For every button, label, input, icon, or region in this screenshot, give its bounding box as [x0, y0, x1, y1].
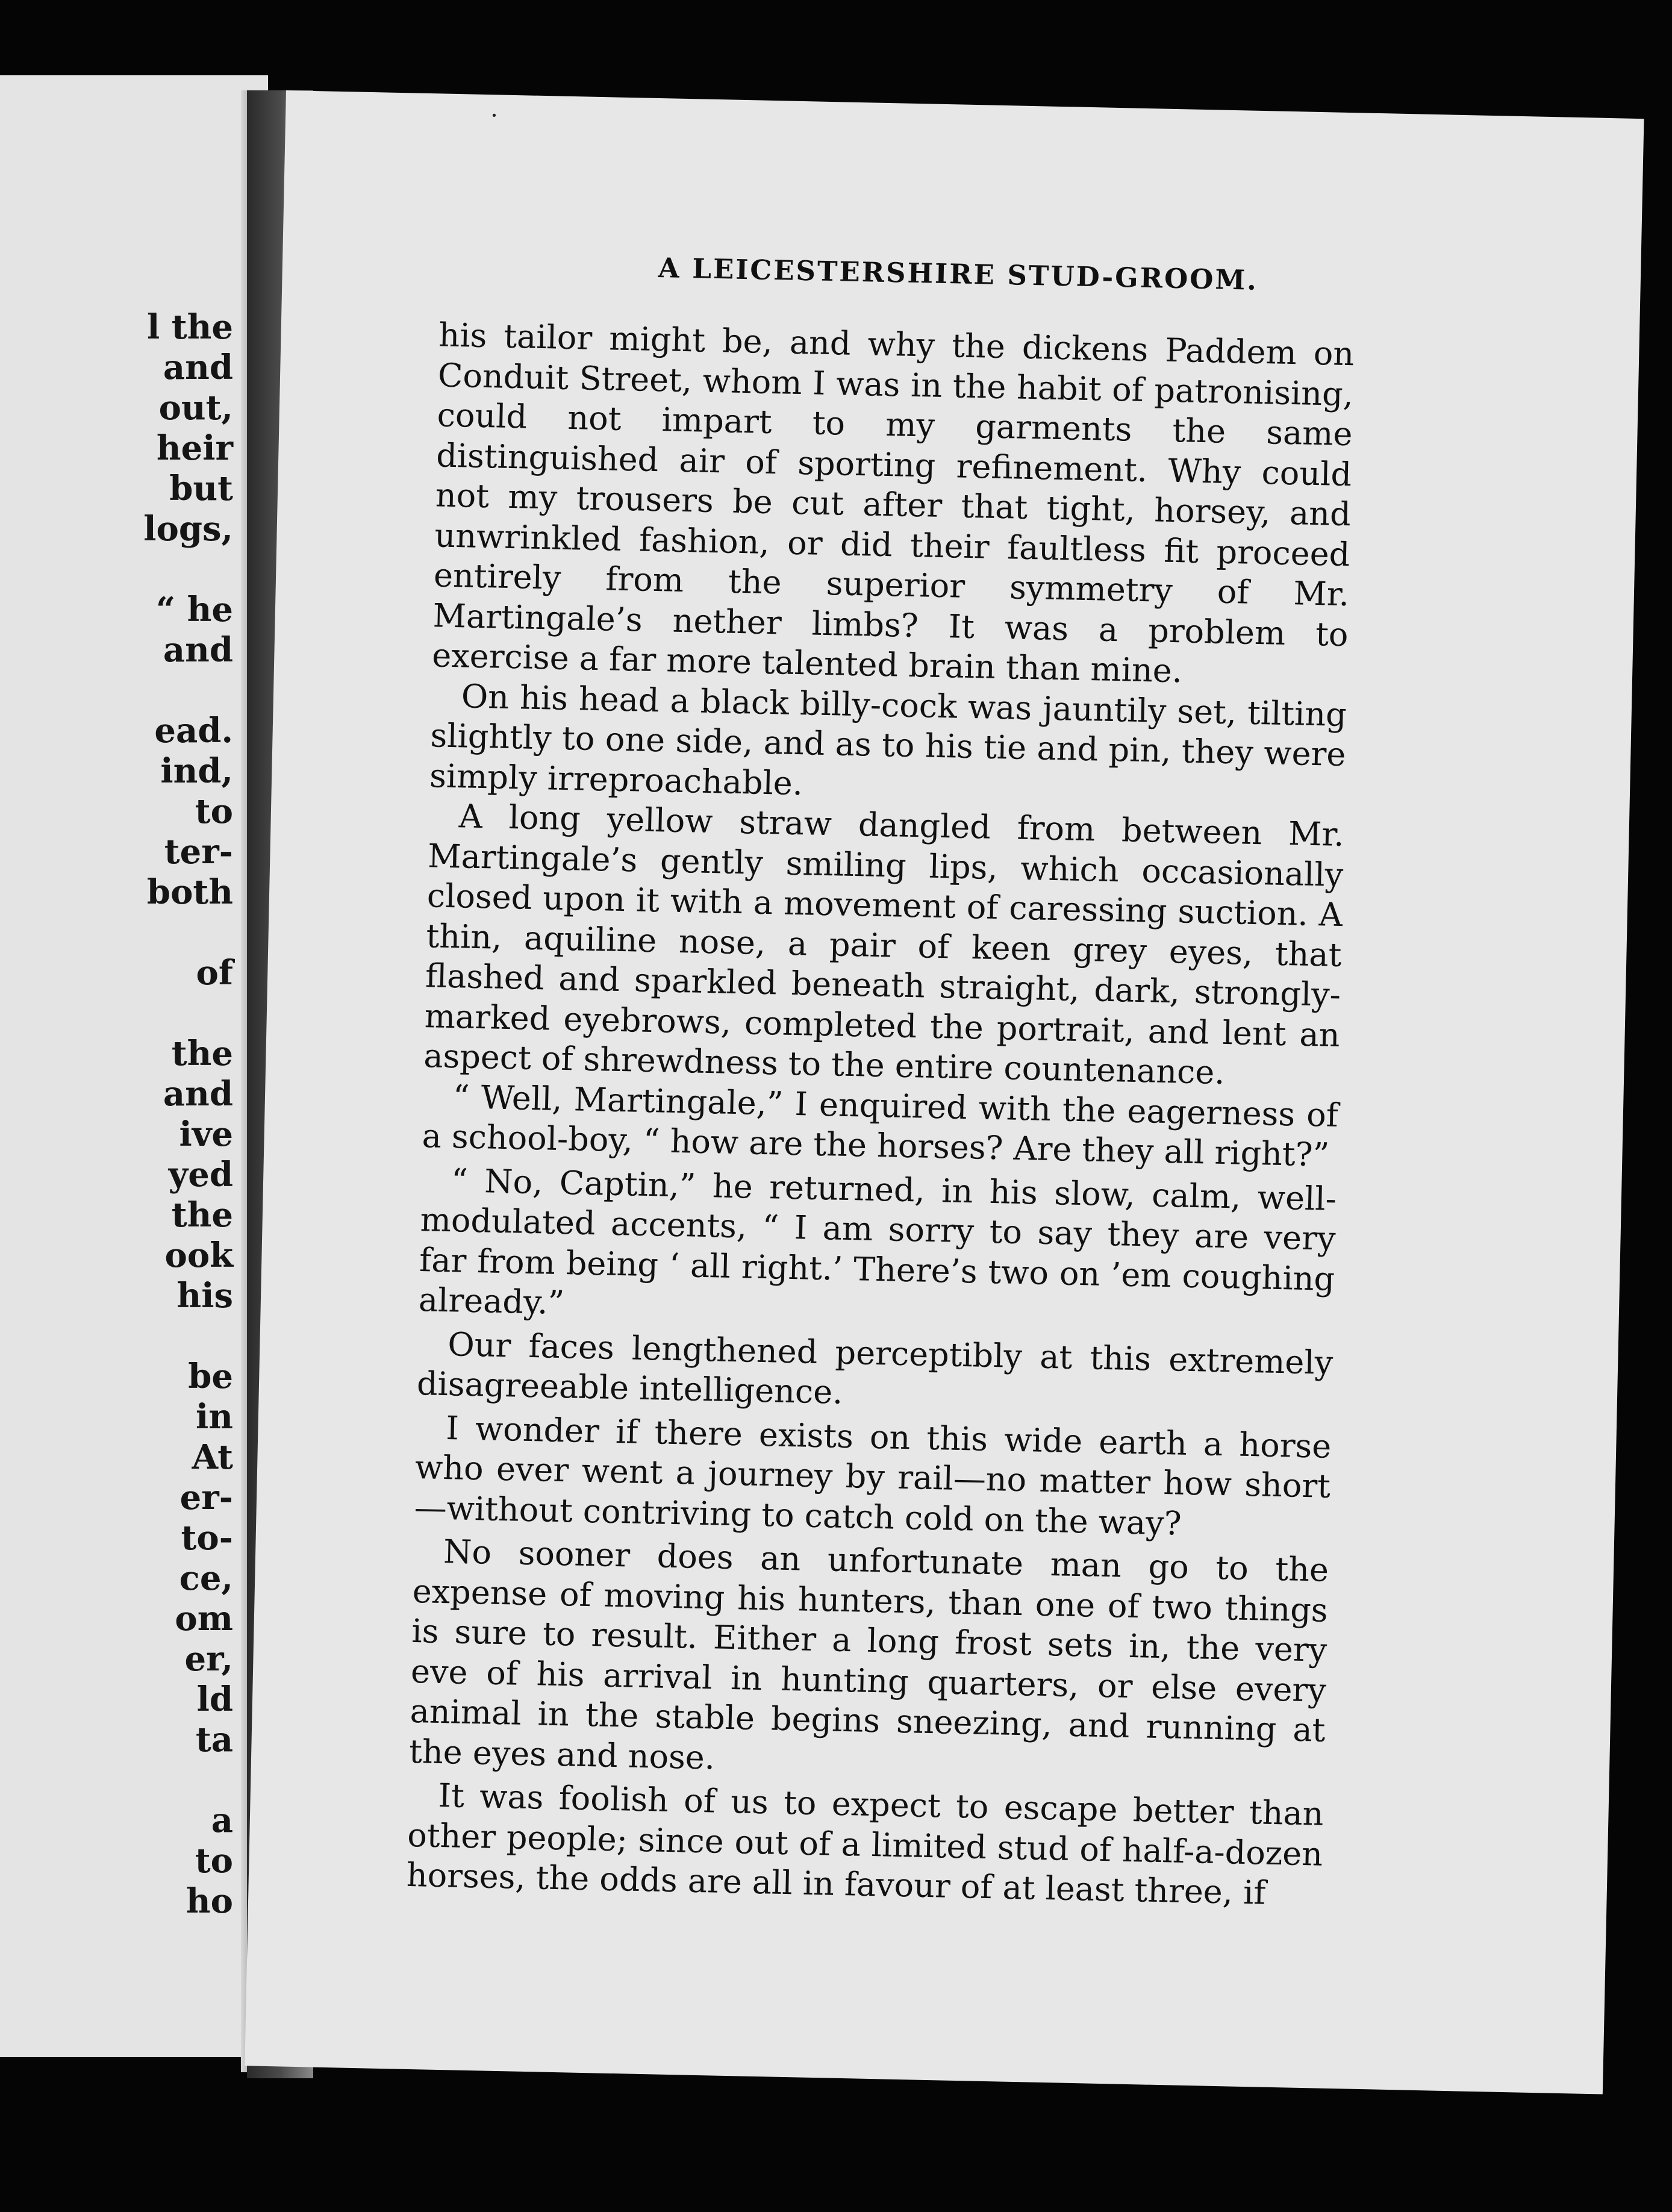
previous-page-line-fragment: ead. [154, 711, 233, 751]
previous-page-line-fragment: l the [147, 307, 233, 347]
previous-page-line-fragment: yed [168, 1155, 233, 1195]
previous-page-line-fragment: of [196, 953, 233, 993]
previous-page-line-fragment: ta [195, 1720, 233, 1760]
running-head: A LEICESTERSHIRE STUD-GROOM. [658, 252, 1259, 296]
paragraph: his tailor might be, and why the dickens Paddem on Conduit Street, whom I was in the habit of patronising, could not impart to my garments the same distinguished air of sporting refinement. Why could not my trousers be cut after that tight, horsey, and unwrinkled fashion, or did their faultless fit proceed entirely from the superior symmetry of Mr. Martingale’s nether limbs? It was a problem to exercise a far more talented brain than mine. [431, 316, 1355, 690]
previous-page-line-fragment: ld [196, 1679, 233, 1719]
previous-page-line-fragment: both [146, 872, 233, 912]
previous-page-line-fragment: a [211, 1801, 233, 1840]
previous-page-line-fragment: in [196, 1397, 233, 1437]
book-page [245, 90, 1644, 2095]
previous-page-line-fragment: but [169, 469, 233, 508]
previous-page-line-fragment [143, 993, 233, 1034]
previous-page-line-fragment [143, 1760, 233, 1801]
previous-page-text-fragments [143, 307, 233, 1922]
previous-page-line-fragment: ter- [164, 832, 233, 872]
previous-page-line-fragment: the [171, 1034, 233, 1073]
paragraph: It was foolish of us to expect to escape better than other people; since out of a limited stud of half-a-dozen horses, the odds are all in favour of at least three, if [406, 1776, 1324, 1912]
previous-page-line-fragment: ive [179, 1114, 233, 1154]
paragraph: “ Well, Martingale,” I enquired with the eagerness of a school-boy, “ how are the horses? Are they all right?” [422, 1077, 1339, 1174]
previous-page-line-fragment: logs, [143, 509, 233, 549]
previous-page [0, 75, 268, 2057]
previous-page-line-fragment: his [176, 1276, 233, 1316]
page-text-block [406, 247, 1356, 1914]
previous-page-line-fragment: ind, [160, 751, 233, 791]
previous-page-line-fragment: out, [158, 388, 233, 428]
previous-page-line-fragment: and [163, 630, 233, 670]
previous-page-line-fragment: ho [186, 1881, 233, 1921]
paragraph: On his head a black billy-cock was jauntily set, tilting slightly to one side, and as to his tie and pin, they were simply irreproachable. [429, 676, 1347, 802]
previous-page-line-fragment: the [171, 1195, 233, 1235]
paragraph: Our faces lengthened perceptibly at this extremely disagreeable intelligence. [416, 1325, 1334, 1411]
previous-page-line-fragment: and [163, 1074, 233, 1114]
previous-page-line-fragment: to- [181, 1518, 233, 1558]
previous-page-line-fragment: to [195, 792, 233, 831]
previous-page-line-fragment: er- [179, 1478, 233, 1517]
paragraph: I wonder if there exists on this wide earth a horse who ever went a journey by rail—no matter how short —without contriving to catch cold on the way? [414, 1408, 1332, 1543]
previous-page-line-fragment: and [163, 348, 233, 387]
previous-page-line-fragment [143, 913, 233, 953]
previous-page-line-fragment [143, 1316, 233, 1357]
paragraph: No sooner does an unfortunate man go to the expense of moving his hunters, than one of two things is sure to result. Either a long frost sets in, the very eve of his arrival in hunting quarters, or else every animal in the stable begins sneezing, and running at the eyes and nose. [408, 1532, 1329, 1777]
paragraph: “ No, Captin,” he returned, in his slow, calm, well-modulated accents, “ I am sorry to say they are very far from being ‘ all right.’ There’s two on ’em coughing already.” [418, 1161, 1337, 1322]
previous-page-line-fragment: “ he [155, 590, 233, 630]
previous-page-line-fragment: heir [156, 428, 233, 468]
paragraph: A long yellow straw dangled from between Mr. Martingale’s gently smiling lips, which occasionally closed upon it with a movement of caressing suction. A thin, aquiline nose, a pair of keen grey eyes, that flashed and sparkled beneath straight, dark, strongly-marked eyebrows, completed the portrait, and lent an aspect of shrewdness to the entire countenance. [423, 797, 1345, 1092]
previous-page-line-fragment: om [175, 1599, 233, 1639]
previous-page-line-fragment [143, 670, 233, 711]
previous-page-line-fragment: ook [164, 1236, 233, 1275]
previous-page-line-fragment: ce, [179, 1558, 233, 1598]
ink-speck: · [490, 102, 499, 130]
previous-page-line-fragment: At [192, 1437, 233, 1477]
previous-page-line-fragment: er, [184, 1639, 233, 1679]
previous-page-line-fragment [143, 549, 233, 590]
previous-page-line-fragment: be [188, 1357, 233, 1396]
previous-page-line-fragment: to [195, 1841, 233, 1881]
